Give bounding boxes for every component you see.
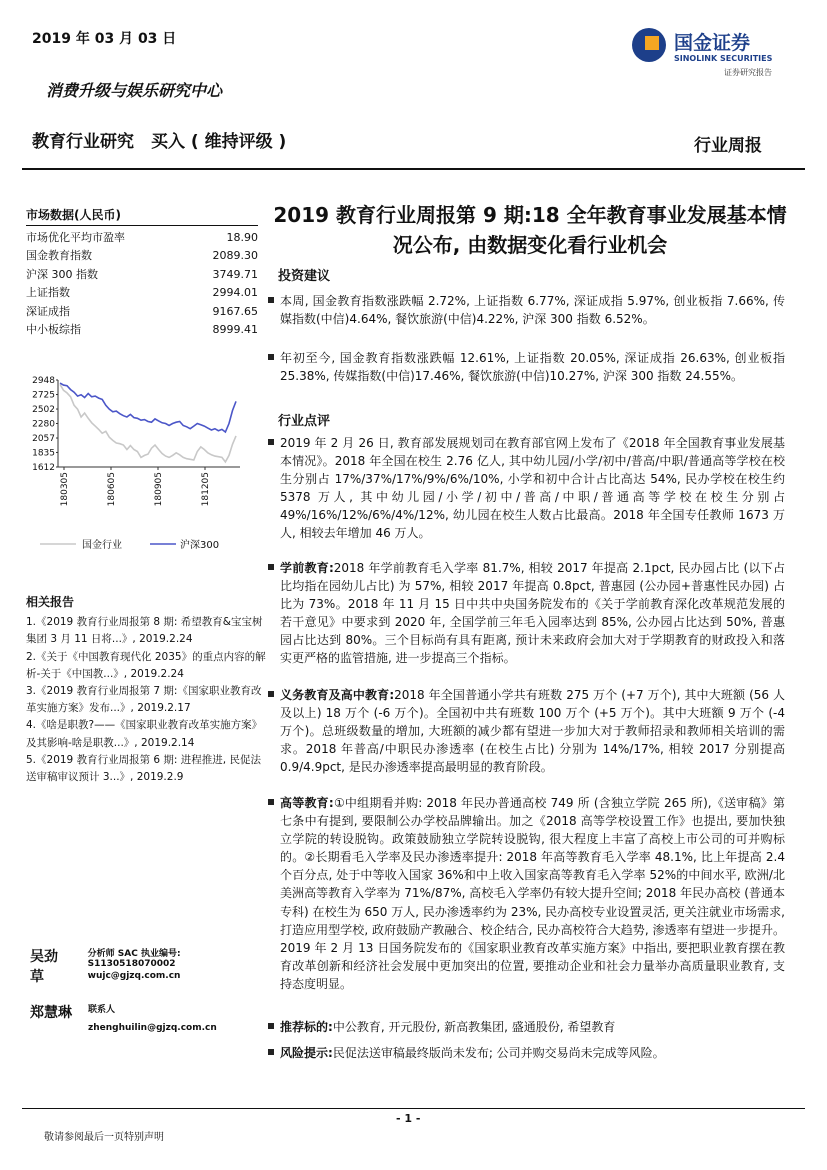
series-line-hs300	[60, 383, 236, 432]
point-text: 民促法送审稿最终版尚未发布; 公司并购交易尚未完成等风险。	[332, 1046, 665, 1060]
analyst-email[interactable]: zhenghuilin@gjzq.com.cn	[88, 1023, 217, 1033]
market-label: 市场优化平均市盈率	[26, 231, 125, 244]
analyst-entry	[30, 946, 270, 986]
industry-point	[280, 686, 785, 776]
investment-heading: 投资建议	[278, 269, 331, 284]
industry-point	[280, 434, 785, 543]
y-tick-label: 2725	[32, 390, 55, 401]
department-name: 消费升级与娱乐研究中心	[46, 81, 223, 100]
company-logo	[632, 26, 792, 78]
report-type: 行业周报	[694, 136, 762, 156]
industry-rating: 教育行业研究 买入 ( 维持评级 )	[32, 132, 287, 152]
y-tick-label: 1835	[32, 448, 55, 459]
logo-mark-icon	[632, 28, 666, 62]
header-divider	[22, 168, 805, 170]
related-reports	[26, 594, 266, 786]
market-value: 18.90	[226, 231, 258, 244]
point-lead: 学前教育:	[280, 561, 334, 575]
footer-divider	[22, 1108, 805, 1109]
market-value: 2089.30	[212, 249, 258, 263]
y-tick-label: 2057	[32, 434, 55, 445]
page-number: - 1 -	[396, 1112, 421, 1125]
market-label: 国金教育指数	[26, 249, 92, 263]
analyst-list	[30, 946, 270, 1033]
bullet-icon	[268, 564, 274, 570]
market-value: 8999.41	[212, 322, 258, 336]
bullet-icon	[268, 297, 274, 303]
market-label: 中小板综指	[26, 322, 81, 336]
point-lead: 推荐标的:	[280, 1020, 333, 1034]
market-data-divider	[26, 225, 258, 226]
bullet-icon	[268, 439, 274, 445]
report-title: 2019 教育行业周报第 9 期:18 全年教育事业发展基本情况公布, 由数据变化看行业机会	[273, 203, 787, 257]
market-row	[26, 247, 258, 265]
y-tick-label: 1612	[32, 463, 55, 473]
market-row	[26, 266, 258, 284]
market-label: 深证成指	[26, 304, 70, 318]
market-row	[26, 303, 258, 321]
point-text: ①中组期看并购: 2018 年民办普通高校 749 所 (含独立学院 265 所),《送审稿》第七条中有提到, 要限制公办学校品牌输出。加之《2018 高等学校设置工作》也提出, 要加快独立学院的转设脱钩。政策鼓励独立学院转设脱钩, 很大程度上丰富了高校上市公司的可并购标的。②长期看毛入学率及民办渗透率提升: 2018 年高等教育毛入学率 48.1%, 比上年提高 2.4 个百分点, 处于中等收入国家 36%和中上收入国家高等教育毛入学率 52%的中间水平, 欧洲/北美洲高等教育入学率为 71%/87%, 高校毛入学率仍有较大提升空间; 2018 年民办高校 (普通本专科) 在校生为 650 万人, 民办渗透率约为 23%, 民办高校专业设置灵活, 更关注就业市场需求, 打造应用型学校, 政府鼓励产教融合、校企结合, 民办高校符合大趋势, 渗透率有望进一步提升。2019 年 2 月 13 日国务院发布的《国家职业教育改革实施方案》中指出, 要把职业教育摆在教育改革创新和经济社会发展中更加突出的位置, 要推动企业和社会力量举办高质量职业教育, 支持态度明显。	[280, 796, 785, 991]
market-value: 3749.71	[212, 267, 258, 281]
market-data-title: 市场数据(人民币)	[26, 208, 121, 222]
point-text: 2019 年 2 月 26 日, 教育部发展规划司在教育部官网上发布了《2018 年全国教育事业发展基本情况》。2018 年全国在校生 2.76 亿人, 其中幼儿园/小学/初中/普高/中职/普通高等学校在校生分别占 17%/37%/17%/9%/6%/10%, 小学和初中合计占比高达 54%, 民办学校在校生约 5378 万人, 其中幼儿园/小学/初中/普高/中职/普通高等学校在校生分别占 49%/16%/12%/6%/4%/12%, 幼儿园在校生人数占比最高。2018 年全国专任教师 1673 万人, 相较去年增加 46 万人。	[280, 436, 785, 541]
logo-name-cn: 国金证券	[674, 32, 751, 54]
analyst-role: 联系人	[88, 1005, 116, 1015]
market-row	[26, 284, 258, 302]
analyst-entry	[30, 1002, 270, 1033]
market-label: 沪深 300 指数	[26, 267, 98, 281]
market-value: 2994.01	[212, 286, 258, 300]
x-tick-label: 180305	[60, 472, 70, 507]
point-text: 2018 年全国普通小学共有班数 275 万个 (+7 万个), 其中大班额 (56 人及以上) 18 万个 (-6 万个)。全国初中共有班数 100 万个 (+5 万个)。其中大班额 9 万个 (-4 万个)。总班级数量的增加, 大班额的减少都有望进一步加大对于教师招录和教师相关培训的需求。2018 年普高/中职民办渗透率 (在校生占比) 分别为 14%/17%, 相较 2017 分别提高 0.9/4.9pct, 是民办渗透率提高最明显的教育阶段。	[280, 688, 785, 775]
analyst-name: 吴劲草	[30, 949, 58, 985]
related-report-item[interactable]: 4.《啥是职教?——《国家职业教育改革实施方案》及其影响-啥是职教...》, 2019.2.14	[26, 719, 263, 749]
bullet-icon	[268, 354, 274, 360]
analyst-role: 分析师 SAC 执业编号: S1130518070002	[87, 949, 181, 969]
y-tick-label: 2948	[32, 376, 55, 386]
industry-point	[280, 559, 785, 668]
investment-point	[280, 292, 785, 328]
related-report-item[interactable]: 2.《关于《中国教育现代化 2035》的重点内容的解析-关于《中国教...》, 2019.2.24	[26, 650, 266, 680]
industry-point	[280, 794, 785, 993]
analyst-name: 郑慧琳	[30, 1005, 72, 1021]
investment-point	[280, 349, 785, 385]
report-date: 2019 年 03 月 03 日	[32, 31, 177, 47]
point-lead: 风险提示:	[280, 1046, 333, 1060]
related-reports-title: 相关报告	[26, 595, 75, 609]
x-tick-label: 181205	[201, 472, 211, 507]
footer-disclaimer: 敬请参阅最后一页特别声明	[44, 1132, 164, 1143]
x-tick-label: 180905	[154, 472, 164, 507]
point-text: 中公教育, 开元股份, 新高教集团, 盛通股份, 希望教育	[332, 1020, 616, 1034]
bullet-icon	[268, 691, 274, 697]
industry-heading: 行业点评	[278, 414, 331, 429]
point-text: 2018 年学前教育毛入学率 81.7%, 相较 2017 年提高 2.1pct, 民办园占比 (以下占比均指在园幼儿占比) 为 57%, 相较 2017 年提高 0.8pct, 普惠园 (公办园+普惠性民办园) 占比为 73%。2018 年 11 月 15 日中共中央国务院发布的《关于学前教育深化改革规范发展的若干意见》中要求到 2020 年, 全国学前三年毛入园率达到 85%, 公办园占比达到 50%, 普惠园占比达到 80%。三个目标尚有具有距离, 预计未来政府会加大对于学期教育的财政投入和落实更严格的监管措施, 进一步提高三个指标。	[280, 561, 785, 666]
point-lead: 高等教育:	[280, 796, 334, 810]
related-report-item[interactable]: 5.《2019 教育行业周报第 6 期: 进程推进, 民促法送审稿审议预计 3...》, 2019.2.9	[26, 753, 261, 784]
bullet-icon	[268, 1049, 274, 1055]
logo-tagline: 证券研究报告	[724, 68, 772, 77]
point-text: 年初至今, 国金教育指数涨跌幅 12.61%, 上证指数 20.05%, 深证成指 26.63%, 创业板指 25.38%, 传媒指数(中信)17.46%, 餐饮旅游(中信)10.27%, 沪深 300 指数 24.55%。	[280, 351, 785, 384]
y-tick-label: 2280	[32, 419, 55, 430]
legend-label: 沪深300	[180, 540, 220, 551]
point-text: 本周, 国金教育指数涨跌幅 2.72%, 上证指数 6.77%, 深证成指 5.97%, 创业板指 7.66%, 传媒指数(中信)4.64%, 餐饮旅游(中信)4.22%, 沪深 300 指数 6.52%。	[280, 294, 785, 327]
market-value: 9167.65	[212, 304, 258, 318]
related-report-item[interactable]: 3.《2019 教育行业周报第 7 期:《国家职业教育改革实施方案》发布...》, 2019.2.17	[26, 685, 262, 715]
legend-label: 国金行业	[82, 540, 122, 551]
industry-point	[280, 1018, 785, 1036]
y-tick-label: 2502	[32, 405, 55, 416]
market-row	[26, 229, 258, 247]
bullet-icon	[268, 799, 274, 805]
bullet-icon	[268, 1023, 274, 1029]
logo-name-en: SINOLINK SECURITIES	[674, 54, 773, 63]
market-label: 上证指数	[26, 286, 70, 300]
x-tick-label: 180605	[107, 472, 117, 507]
market-row	[26, 321, 258, 339]
point-lead: 义务教育及高中教育:	[280, 688, 395, 702]
related-report-item[interactable]: 1.《2019 教育行业周报第 8 期: 希望教育&宝宝树集团 3 月 11 日将...》, 2019.2.24	[26, 616, 263, 646]
industry-point	[280, 1044, 785, 1062]
index-line-chart	[18, 366, 263, 561]
market-data-panel	[26, 206, 258, 339]
analyst-email[interactable]: wujc@gjzq.com.cn	[87, 971, 181, 981]
